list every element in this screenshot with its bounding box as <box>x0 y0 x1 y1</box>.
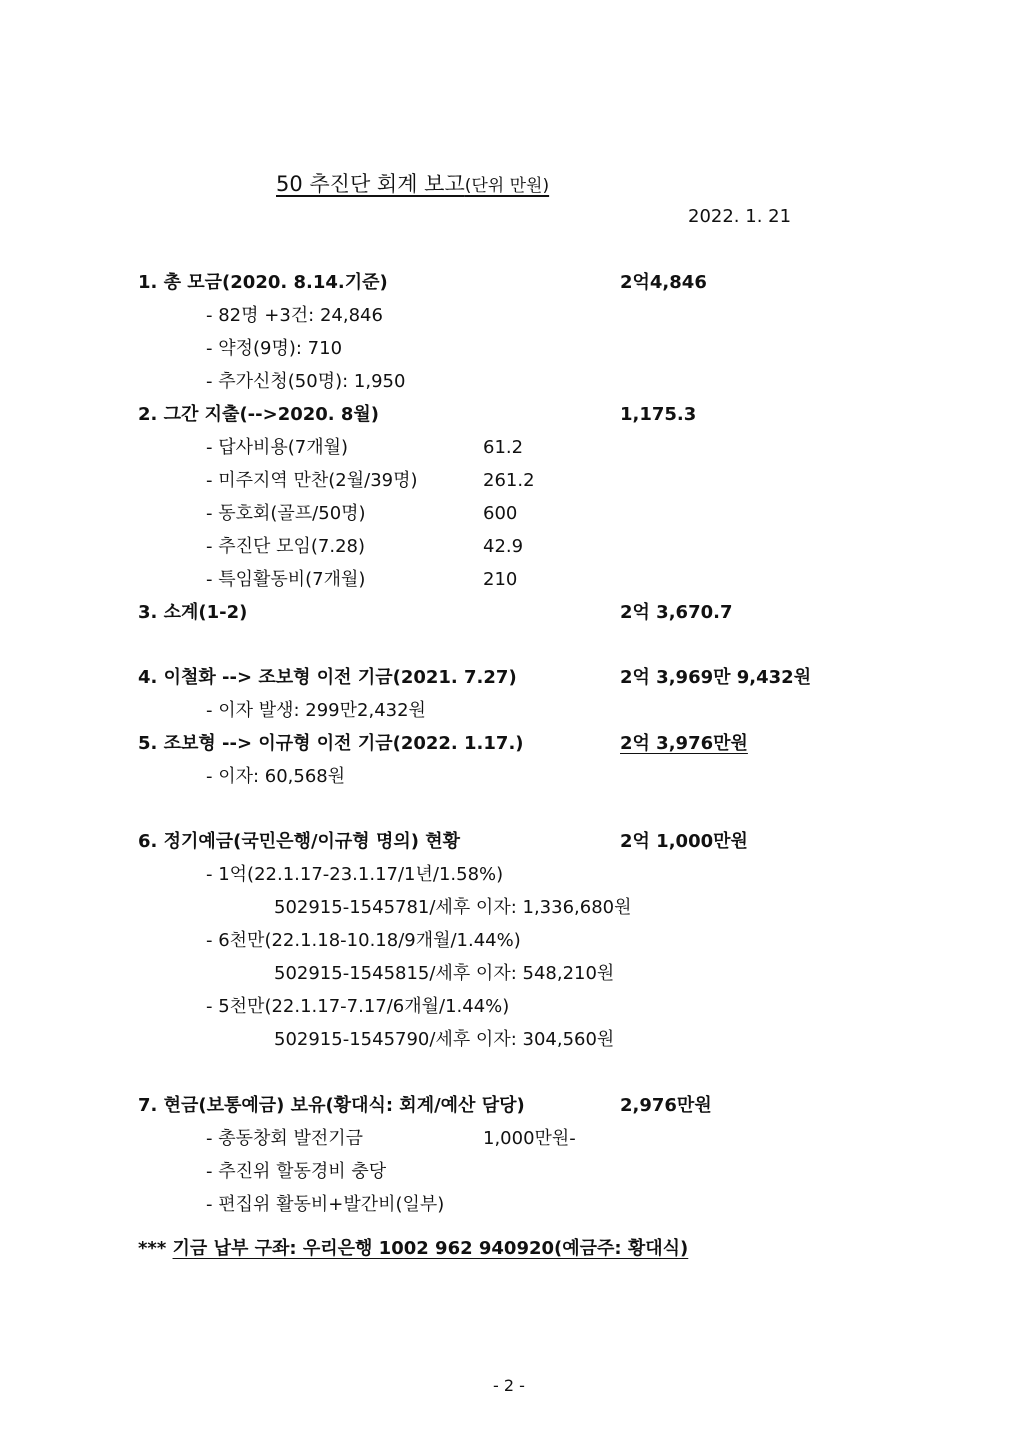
item-label: - 5천만(22.1.17-7.17/6개월/1.44%) <box>206 996 510 1017</box>
item-label: - 이자 발생: 299만2,432원 <box>206 700 426 721</box>
item-label: 502915-1545781/세후 이자: 1,336,680원 <box>274 897 632 918</box>
section-value: 1,175.3 <box>620 404 697 425</box>
item-label: - 약정(9명): 710 <box>206 338 343 359</box>
item-amount: 600 <box>483 503 518 524</box>
section-value: 2억 3,976만원 <box>620 733 748 754</box>
report-title-main: 50 추진단 회계 보고 <box>276 172 465 196</box>
section-label: 7. 현금(보통예금) 보유(황대식: 회계/예산 담당) <box>138 1095 525 1116</box>
item-amount: 1,000만원- <box>483 1128 576 1149</box>
item-label: 502915-1545815/세후 이자: 548,210원 <box>274 963 615 984</box>
section-label: 4. 이철화 --> 조보형 이전 기금(2021. 7.27) <box>138 667 517 688</box>
item-label: - 특임활동비(7개월) <box>206 569 366 590</box>
section-value: 2억 1,000만원 <box>620 831 748 852</box>
item-label: 502915-1545790/세후 이자: 304,560원 <box>274 1029 615 1050</box>
account-note <box>138 1234 688 1264</box>
item-amount: 261.2 <box>483 470 535 491</box>
item-label: - 동호회(골프/50명) <box>206 503 366 524</box>
report-title <box>276 168 549 198</box>
item-label: - 미주지역 만찬(2월/39명) <box>206 470 418 491</box>
page-number: - 2 - <box>493 1376 525 1395</box>
section-label: 5. 조보형 --> 이규형 이전 기금(2022. 1.17.) <box>138 733 524 754</box>
section-value: 2,976만원 <box>620 1095 712 1116</box>
report-date: 2022. 1. 21 <box>688 206 792 227</box>
item-label: - 1억(22.1.17-23.1.17/1년/1.58%) <box>206 864 504 885</box>
item-label: - 추진단 모임(7.28) <box>206 536 366 557</box>
item-amount: 210 <box>483 569 518 590</box>
item-label: - 82명 +3건: 24,846 <box>206 305 383 326</box>
section-label: 6. 정기예금(국민은행/이규형 명의) 현황 <box>138 831 461 852</box>
item-label: - 이자: 60,568원 <box>206 766 346 787</box>
item-label: - 추진위 할동경비 충당 <box>206 1161 387 1182</box>
item-label: - 답사비용(7개월) <box>206 437 349 458</box>
section-label: 1. 총 모금(2020. 8.14.기준) <box>138 272 388 293</box>
note-stars: *** <box>138 1238 167 1259</box>
item-label: - 총동창회 발전기금 <box>206 1128 364 1149</box>
item-label: - 추가신청(50명): 1,950 <box>206 371 406 392</box>
item-amount: 42.9 <box>483 536 524 557</box>
note-text: 기금 납부 구좌: 우리은행 1002 962 940920(예금주: 황대식) <box>172 1238 689 1259</box>
section-value: 2억 3,969만 9,432원 <box>620 667 812 688</box>
report-title-unit: (단위 만원) <box>464 176 550 196</box>
item-label: - 6천만(22.1.18-10.18/9개월/1.44%) <box>206 930 521 951</box>
section-label: 3. 소계(1-2) <box>138 602 248 623</box>
section-value: 2억4,846 <box>620 272 707 293</box>
item-label: - 편집위 활동비+발간비(일부) <box>206 1194 445 1215</box>
section-value: 2억 3,670.7 <box>620 602 733 623</box>
section-label: 2. 그간 지출(-->2020. 8월) <box>138 404 380 425</box>
item-amount: 61.2 <box>483 437 524 458</box>
